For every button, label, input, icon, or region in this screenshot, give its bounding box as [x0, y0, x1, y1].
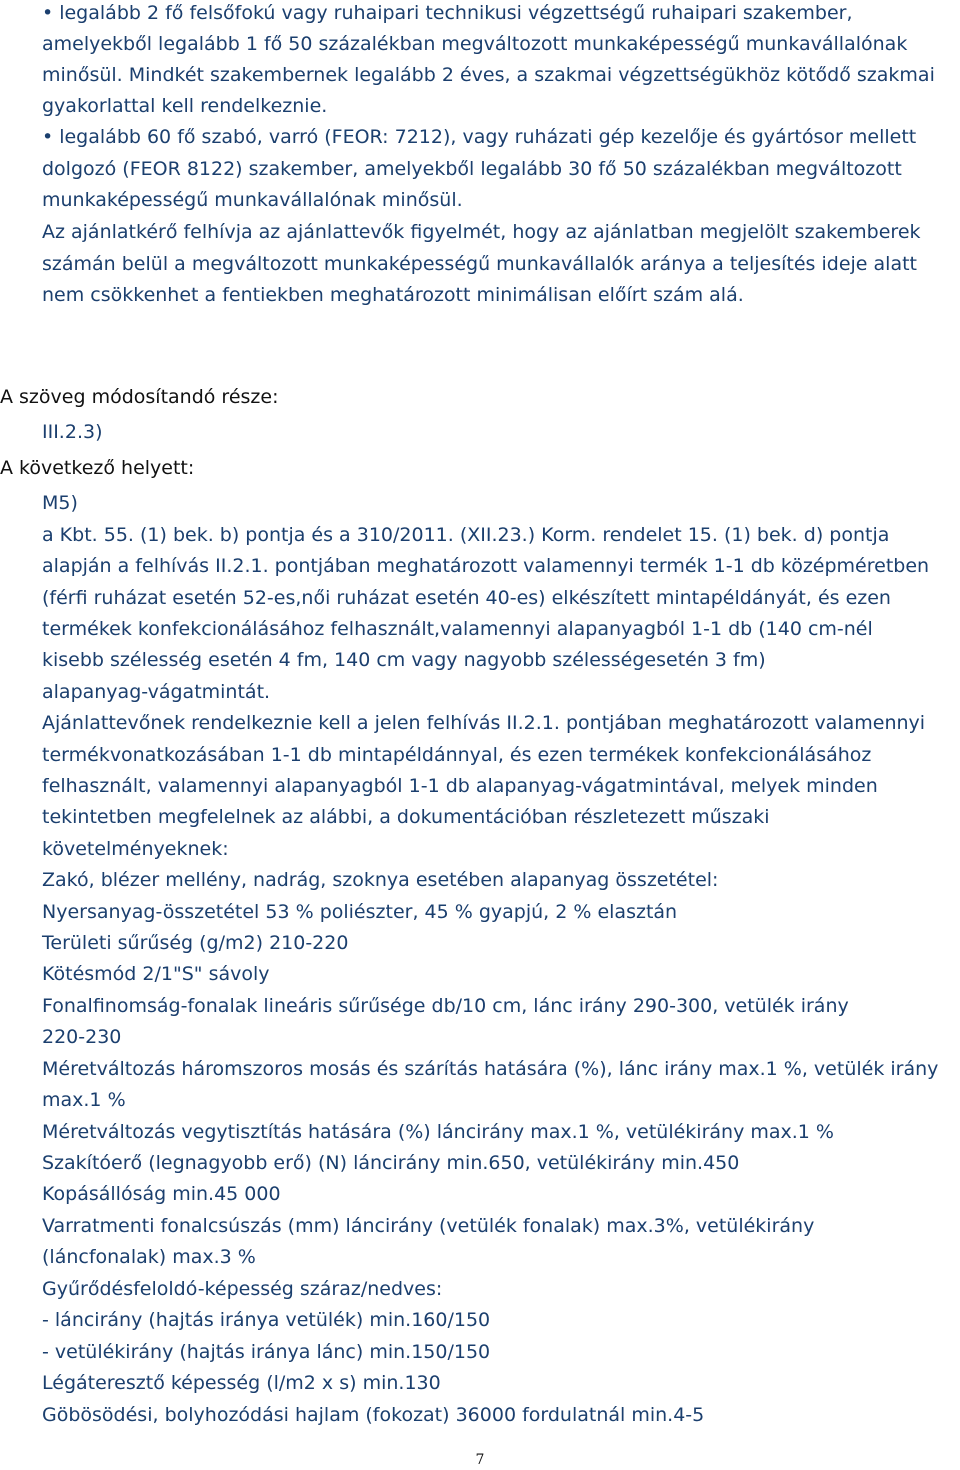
text-line: alapanyag-vágatmintát. — [42, 681, 271, 703]
text-line: Légáteresztő képesség (l/m2 x s) min.130 — [42, 1372, 441, 1394]
text-line: Varratmenti fonalcsúszás (mm) láncirány (vetülék fonalak) max.3%, vetülékirány — [42, 1215, 815, 1237]
text-line: Ajánlattevőnek rendelkeznie kell a jelen felhívás II.2.1. pontjában meghatározott valamennyi — [42, 712, 926, 734]
text-line: termékvonatkozásában 1-1 db mintapéldánnyal, és ezen termékek konfekcionálásához — [42, 744, 872, 766]
text-line: Méretváltozás vegytisztítás hatására (%) láncirány max.1 %, vetülékirány max.1 % — [42, 1121, 834, 1143]
text-line: Göbösödési, bolyhozódási hajlam (fokozat) 36000 fordulatnál min.4-5 — [42, 1404, 705, 1426]
text-line: munkaképességű munkavállalónak minősül. — [42, 189, 463, 211]
section-reference: III.2.3) — [42, 421, 103, 443]
text-line: Zakó, blézer mellény, nadrág, szoknya esetében alapanyag összetétel: — [42, 869, 719, 891]
text-line: Szakítóerő (legnagyobb erő) (N) láncirány min.650, vetülékirány min.450 — [42, 1152, 740, 1174]
text-line: Az ajánlatkérő felhívja az ajánlattevők figyelmét, hogy az ajánlatban megjelölt szakemberek — [42, 221, 921, 243]
text-line: alapján a felhívás II.2.1. pontjában meghatározott valamennyi termék 1-1 db középméretben — [42, 555, 930, 577]
text-line: számán belül a megváltozott munkaképességű munkavállalók aránya a teljesítés ideje alatt — [42, 253, 917, 275]
page-number: 7 — [475, 1452, 485, 1468]
bullet-line: • legalább 60 fő szabó, varró (FEOR: 7212), vagy ruházati gép kezelője és gyártósor mellett — [42, 125, 916, 149]
text-line: a Kbt. 55. (1) bek. b) pontja és a 310/2011. (XII.23.) Korm. rendelet 15. (1) bek. d) pontja — [42, 524, 890, 546]
text-line: Kötésmód 2/1"S" sávoly — [42, 963, 270, 985]
text-line: Méretváltozás háromszoros mosás és szárítás hatására (%), lánc irány max.1 %, vetülék irány — [42, 1058, 939, 1080]
text-line: Kopásállóság min.45 000 — [42, 1183, 281, 1205]
text-line: - vetülékirány (hajtás iránya lánc) min.150/150 — [42, 1341, 491, 1363]
text-line: Területi sűrűség (g/m2) 210-220 — [42, 932, 349, 954]
text-line: amelyekből legalább 1 fő 50 százalékban megváltozott munkaképességű munkavállalónak — [42, 33, 908, 55]
text-line: max.1 % — [42, 1089, 126, 1111]
text-line: - láncirány (hajtás iránya vetülék) min.160/150 — [42, 1309, 491, 1331]
text-line: 220-230 — [42, 1026, 122, 1048]
text-line: felhasznált, valamennyi alapanyagból 1-1 db alapanyag-vágatmintával, melyek minden — [42, 775, 878, 797]
text-line: nem csökkenhet a fentiekben meghatározott minimálisan előírt szám alá. — [42, 284, 744, 306]
text-line: minősül. Mindkét szakembernek legalább 2 éves, a szakmai végzettségükhöz kötődő szakmai — [42, 64, 935, 86]
text-line: Nyersanyag-összetétel 53 % poliészter, 45 % gyapjú, 2 % elasztán — [42, 901, 678, 923]
text-line: M5) — [42, 492, 78, 514]
text-line: (férfi ruházat esetén 52-es,női ruházat esetén 40-es) elkészített mintapéldányát, és ezen — [42, 587, 891, 609]
replace-heading: A következő helyett: — [0, 457, 195, 479]
text-line: kisebb szélesség esetén 4 fm, 140 cm vagy nagyobb szélességesetén 3 fm) — [42, 649, 766, 671]
text-line: gyakorlattal kell rendelkeznie. — [42, 95, 328, 117]
section-heading: A szöveg módosítandó része: — [0, 386, 279, 408]
text-line: követelményeknek: — [42, 838, 229, 860]
text-line: tekintetben megfelelnek az alábbi, a dokumentációban részletezett műszaki — [42, 806, 770, 828]
text-line: termékek konfekcionálásához felhasznált,valamennyi alapanyagból 1-1 db (140 cm-nél — [42, 618, 873, 640]
text-line: (láncfonalak) max.3 % — [42, 1246, 256, 1268]
text-line: Fonalfinomság-fonalak lineáris sűrűsége db/10 cm, lánc irány 290-300, vetülék irány — [42, 995, 849, 1017]
bullet-line: • legalább 2 fő felsőfokú vagy ruhaipari technikusi végzettségű ruhaipari szakember, — [42, 1, 853, 25]
text-line: Gyűrődésfeloldó-képesség száraz/nedves: — [42, 1278, 443, 1300]
text-line: dolgozó (FEOR 8122) szakember, amelyekből legalább 30 fő 50 százalékban megváltozott — [42, 158, 902, 180]
